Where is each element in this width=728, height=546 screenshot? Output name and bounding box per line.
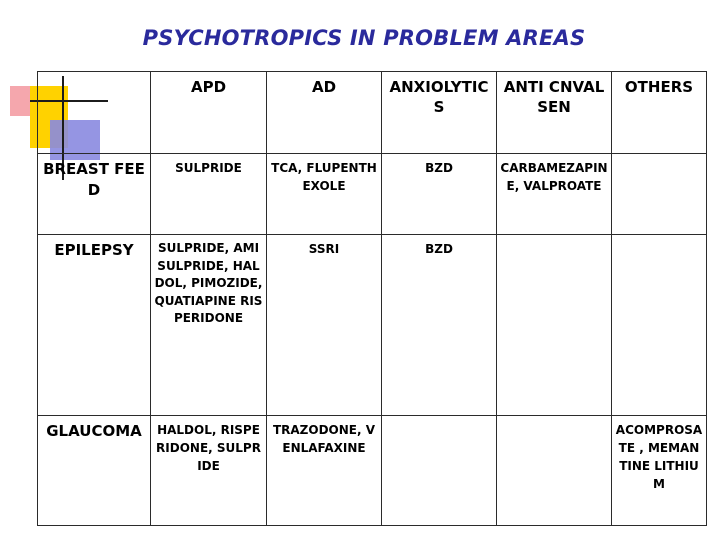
cell-breast-feed-ad: TCA, FLUPENTHEXOLE [267,154,382,235]
header-ad: AD [267,72,382,154]
cell-breast-feed-anticonvulsant: CARBAMEZAPINE, VALPROATE [497,154,612,235]
cell-breast-feed-others [612,154,707,235]
cell-glaucoma-anticonvulsant [497,416,612,526]
header-others: OTHERS [612,72,707,154]
cell-glaucoma-apd: HALDOL, RISPERIDONE, SULPRIDE [151,416,267,526]
row-label-glaucoma: GLAUCOMA [38,416,151,526]
cell-epilepsy-apd: SULPRIDE, AMISULPRIDE, HALDOL, PIMOZIDE, QUATIAPINE RISPERIDONE [151,235,267,416]
cell-epilepsy-ad: SSRI [267,235,382,416]
cell-epilepsy-anxiolytics: BZD [382,235,497,416]
header-anxiolytics: ANXIOLYTICS [382,72,497,154]
corner-cell [38,72,151,154]
table-row [38,154,707,235]
row-label-epilepsy: EPILEPSY [38,235,151,416]
psychotropics-table [37,71,707,526]
cell-epilepsy-anticonvulsant [497,235,612,416]
slide-title: PSYCHOTROPICS IN PROBLEM AREAS [142,26,586,50]
header-anticonvulsant: ANTI CNVALSEN [497,72,612,154]
cell-glaucoma-ad: TRAZODONE, VENLAFAXINE [267,416,382,526]
cell-epilepsy-others [612,235,707,416]
header-apd: APD [151,72,267,154]
cell-breast-feed-anxiolytics: BZD [382,154,497,235]
cell-glaucoma-anxiolytics [382,416,497,526]
cell-glaucoma-others: ACOMPROSATE , MEMANTINE LITHIUM [612,416,707,526]
table-row [38,416,707,526]
row-label-breast-feed: BREAST FEED [38,154,151,235]
table-row [38,235,707,416]
cell-breast-feed-apd: SULPRIDE [151,154,267,235]
table-header-row [38,72,707,154]
